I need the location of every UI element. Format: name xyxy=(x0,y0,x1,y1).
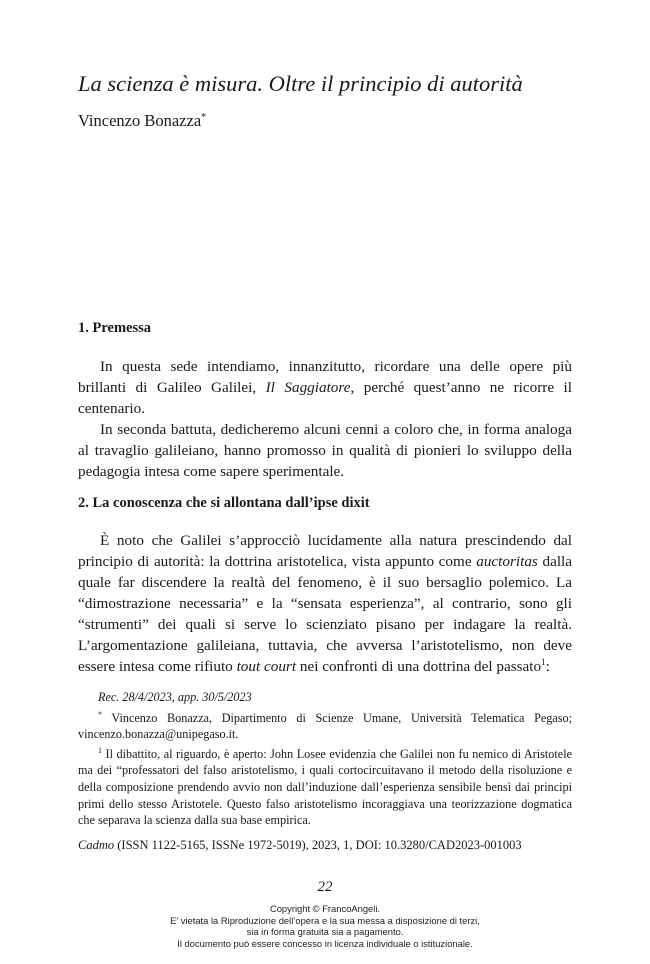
citation-text: (ISSN 1122-5165, ISSNe 1972-5019), 2023, 1, DOI: 10.3280/CAD2023-001003 xyxy=(114,837,522,852)
footnote-1 xyxy=(78,746,572,829)
section-heading-conoscenza: 2. La conoscenza che si allontana dall’ipse dixit xyxy=(78,495,370,511)
footnote-ref: 1 xyxy=(541,657,546,667)
text-span: dalla quale far discendere la realtà del fenomeno, è il suo bersaglio polemico. La “dimostrazione necessaria” e la “sensata esperienza”, al contrario, sono gli “strumenti” dei quali si serve lo scienziato pisano per indagare la realtà. L’argomentazione galileiana, tuttavia, che avversa l’aristotelismo, non deve essere intesa come rifiuto xyxy=(78,553,573,675)
received-dates: Rec. 28/4/2023, app. 30/5/2023 xyxy=(98,690,252,704)
text-span: È noto che Galilei s’approcciò lucidamente alla natura prescindendo dal principio di autorità: la dottrina aristotelica, vista appunto come xyxy=(78,532,572,570)
article-author xyxy=(78,110,206,132)
journal-citation xyxy=(78,837,572,854)
author-footnote-mark: * xyxy=(201,112,207,123)
section-heading-premessa: 1. Premessa xyxy=(78,320,152,336)
copyright-line: Copyright © FrancoAngeli. xyxy=(269,903,381,914)
section-body-premessa xyxy=(78,356,572,482)
section-body-conoscenza xyxy=(78,530,572,677)
footnotes-block xyxy=(78,689,572,853)
paragraph xyxy=(78,530,572,677)
footnote-text: Il dibattito, al riguardo, è aperto: John Losee evidenzia che Galilei non fu nemico di Aristotele ma dei “professatori del falso aristotelismo, i quali cortocircuitavano il metodo della risoluzione e della composizione prendendo avvio non dall’induzione dall’esperienza sensibile bensì dai principi primi dello stesso Aristotele. Questo falso aristotelismo incoraggiava una teorizzazione dogmatica che separava la scienza dalla sua base empirica. xyxy=(78,746,572,828)
footnote-mark: 1 xyxy=(98,745,102,755)
italic-title: Il Saggiatore xyxy=(265,379,351,396)
footnote-author xyxy=(78,710,572,743)
paragraph: In seconda battuta, dedicheremo alcuni cenni a coloro che, in forma analoga al travaglio galileiano, hanno promosso in qualità di pionieri lo sviluppo della pedagogia intesa come sapere sperimentale. xyxy=(78,421,572,480)
copyright-line: E’ vietata la Riproduzione dell’opera e la sua messa a disposizione di terzi, xyxy=(170,914,480,926)
text-span: , perché quest’anno ne ricorre il centenario. xyxy=(78,379,572,417)
text-span: nei confronti di una dottrina del passato xyxy=(296,658,542,675)
italic-term: tout court xyxy=(236,658,297,675)
footnote-text: Vincenzo Bonazza, Dipartimento di Scienze Umane, Università Telematica Pegaso; vincenzo.bonazza@unipegaso.it. xyxy=(78,710,572,742)
journal-name: Cadmo xyxy=(78,837,115,852)
footnote-mark: * xyxy=(98,709,102,719)
article-title: La scienza è misura. Oltre il principio di autorità xyxy=(78,71,523,96)
text-span: : xyxy=(545,658,550,675)
copyright-line: sia in forma gratuita sia a pagamento. xyxy=(246,926,404,938)
author-name: Vincenzo Bonazza xyxy=(78,111,202,130)
copyright-line: Il documento può essere concesso in licenza individuale o istituzionale. xyxy=(177,937,473,949)
copyright-notice xyxy=(0,903,650,949)
italic-term: auctoritas xyxy=(476,553,538,570)
paragraph xyxy=(78,356,572,419)
text-span: In questa sede intendiamo, innanzitutto, ricordare una delle opere più brillanti di Galileo Galilei, xyxy=(78,358,572,396)
page-number: 22 xyxy=(317,879,333,895)
